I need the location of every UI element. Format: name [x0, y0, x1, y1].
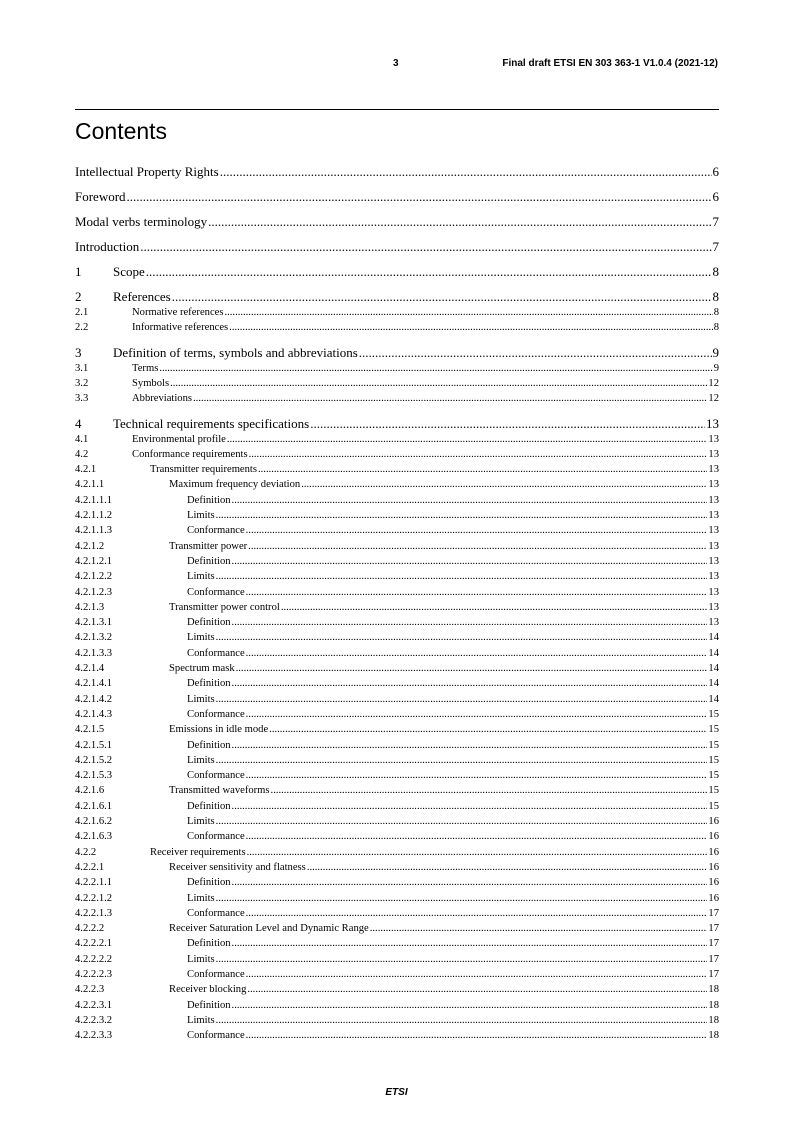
toc-entry-page: 16 [708, 892, 719, 904]
toc-entry-page: 9 [713, 362, 719, 374]
toc-entry-page: 13 [708, 555, 719, 567]
toc-entry[interactable] [75, 238, 719, 255]
toc-entry-number: 4.2.1.6.3 [75, 831, 113, 843]
toc-entry-number: 4.2.1.2.3 [75, 586, 113, 598]
toc-entry-page: 14 [708, 678, 719, 690]
toc-entry-title: Modal verbs terminology [75, 214, 208, 229]
toc-entry[interactable] [75, 1028, 719, 1043]
toc-entry[interactable] [75, 376, 719, 391]
toc-leader-dots [310, 415, 705, 432]
toc-entry-title: Conformance [187, 586, 245, 598]
toc-leader-dots [232, 676, 708, 691]
toc-entry-number: 4.2.2.1 [75, 861, 105, 873]
toc-entry[interactable] [75, 646, 719, 661]
toc-entry-title: Receiver Saturation Level and Dynamic Range [169, 923, 369, 935]
toc-entry-title: Transmitter power control [169, 601, 280, 613]
toc-leader-dots [246, 646, 708, 661]
toc-entry-title: Definition [187, 739, 231, 751]
toc-entry[interactable] [75, 891, 719, 906]
toc-entry-page: 13 [708, 601, 719, 613]
toc-entry-page: 12 [708, 393, 719, 405]
toc-entry[interactable] [75, 952, 719, 967]
toc-leader-dots [301, 477, 707, 492]
toc-leader-dots [172, 288, 712, 305]
toc-entry[interactable] [75, 344, 719, 361]
toc-entry-number: 4.2.1.6.1 [75, 800, 113, 812]
toc-entry-title: Conformance requirements [132, 448, 248, 460]
toc-entry[interactable] [75, 585, 719, 600]
toc-entry-page: 6 [712, 189, 719, 204]
toc-entry-page: 17 [708, 938, 719, 950]
toc-leader-dots [216, 891, 708, 906]
toc-entry[interactable] [75, 320, 719, 335]
toc-entry-title: Terms [132, 362, 159, 374]
toc-entry-title: Receiver blocking [169, 984, 247, 996]
toc-leader-dots [359, 344, 712, 361]
toc-entry-number: 4.2.1.1.2 [75, 510, 113, 521]
toc-leader-dots [370, 921, 708, 936]
toc-entry-page: 9 [712, 344, 719, 360]
toc-entry-number: 4.2.1.1.3 [75, 525, 113, 537]
toc-entry[interactable] [75, 447, 719, 462]
toc-leader-dots [232, 493, 708, 508]
toc-entry-title: Emissions in idle mode [169, 724, 269, 736]
toc-entry-title: Limits [187, 892, 215, 904]
toc-entry[interactable] [75, 753, 719, 768]
toc-leader-dots [246, 585, 708, 600]
toc-entry-page: 14 [708, 663, 719, 674]
toc-entry-number: 4 [75, 415, 82, 431]
toc-entry-number: 4.1 [75, 433, 89, 445]
toc-leader-dots [216, 569, 708, 584]
toc-entry-page: 17 [708, 953, 719, 965]
toc-entry-title: Receiver sensitivity and flatness [169, 861, 306, 873]
toc-entry[interactable] [75, 554, 719, 569]
toc-entry-title: Conformance [187, 1030, 245, 1042]
toc-leader-dots [208, 213, 711, 230]
toc-entry[interactable] [75, 768, 719, 783]
toc-entry-page: 18 [708, 999, 719, 1011]
toc-entry-page: 16 [708, 877, 719, 889]
toc-entry-number: 3.3 [75, 393, 89, 405]
toc-entry-title: Definition of terms, symbols and abbreviations [113, 344, 358, 360]
toc-entry[interactable] [75, 508, 719, 523]
toc-entry-title: Transmitter power [169, 540, 248, 552]
toc-entry-title: Definition [187, 494, 231, 506]
toc-entry-title: Intellectual Property Rights [75, 164, 219, 179]
toc-entry-title: Conformance [187, 525, 245, 537]
header-page-number: 3 [393, 58, 399, 69]
toc-entry-number: 3.2 [75, 377, 89, 389]
toc-entry-number: 4.2 [75, 448, 89, 460]
toc-entry-number: 4.2.1.2 [75, 540, 105, 552]
toc-entry-page: 14 [708, 632, 719, 644]
toc-entry-page: 14 [708, 647, 719, 659]
toc-entry-number: 1 [75, 264, 82, 279]
toc-entry-number: 4.2.1.4.3 [75, 708, 113, 720]
toc-leader-dots [307, 860, 708, 875]
toc-leader-dots [246, 707, 708, 722]
toc-leader-dots [246, 967, 708, 982]
toc-leader-dots [224, 305, 712, 320]
toc-entry-page: 6 [712, 164, 719, 179]
toc-entry-title: Scope [113, 264, 145, 279]
toc-entry-title: Transmitted waveforms [169, 785, 270, 797]
toc-entry-page: 13 [708, 540, 719, 552]
toc-entry-title: Limits [187, 953, 215, 965]
toc-entry-page: 8 [713, 307, 719, 318]
toc-entry-page: 15 [708, 724, 719, 736]
toc-entry-number: 4.2.1 [75, 464, 97, 476]
toc-entry[interactable] [75, 163, 719, 180]
toc-leader-dots [246, 1028, 708, 1043]
toc-entry-page: 13 [708, 571, 719, 583]
toc-entry-page: 13 [706, 415, 719, 431]
toc-leader-dots [258, 462, 707, 477]
toc-leader-dots [232, 998, 708, 1013]
toc-entry[interactable] [75, 288, 719, 305]
toc-leader-dots [216, 814, 708, 829]
toc-entry[interactable] [75, 263, 719, 280]
toc-leader-dots [247, 845, 708, 860]
toc-entry-page: 12 [708, 377, 719, 389]
toc-entry-number: 4.2.2.1.1 [75, 877, 113, 889]
toc-leader-dots [170, 376, 707, 391]
toc-entry-number: 2.1 [75, 307, 89, 318]
toc-leader-dots [232, 738, 708, 753]
toc-entry[interactable] [75, 477, 719, 492]
toc-entry[interactable] [75, 967, 719, 982]
toc-leader-dots [248, 539, 707, 554]
toc-entry-number: 4.2.2.1.3 [75, 907, 113, 919]
toc-entry-page: 13 [708, 617, 719, 629]
toc-entry-number: 4.2.1.3.1 [75, 617, 113, 629]
toc-entry-number: 4.2.1.1.1 [75, 494, 113, 506]
toc-entry-title: Symbols [132, 377, 170, 389]
toc-entry-number: 4.2.2.3.1 [75, 999, 113, 1011]
toc-entry-number: 4.2.1.4.1 [75, 678, 113, 690]
toc-leader-dots [216, 753, 708, 768]
toc-leader-dots [269, 722, 707, 737]
toc-entry-page: 13 [708, 433, 719, 445]
toc-leader-dots [232, 615, 708, 630]
toc-entry[interactable] [75, 829, 719, 844]
toc-entry-number: 4.2.1.3 [75, 601, 105, 613]
toc-entry[interactable] [75, 600, 719, 615]
toc-entry-number: 4.2.1.3.2 [75, 632, 113, 644]
toc-leader-dots [247, 982, 707, 997]
toc-entry[interactable] [75, 936, 719, 951]
toc-leader-dots [232, 554, 708, 569]
toc-entry-page: 15 [708, 739, 719, 751]
toc-entry[interactable] [75, 569, 719, 584]
toc-entry-title: Foreword [75, 189, 126, 204]
toc-leader-dots [232, 875, 708, 890]
toc-entry-page: 18 [708, 984, 719, 996]
toc-leader-dots [216, 630, 708, 645]
toc-entry-number: 4.2.1.6 [75, 785, 105, 797]
toc-entry-title: Conformance [187, 647, 245, 659]
toc-entry-number: 3.1 [75, 362, 89, 374]
toc-entry[interactable] [75, 676, 719, 691]
toc-entry-number: 4.2.1.4.2 [75, 693, 113, 705]
toc-entry[interactable] [75, 391, 719, 406]
header-document-id: Final draft ETSI EN 303 363-1 V1.0.4 (2021-12) [502, 58, 718, 69]
toc-entry[interactable] [75, 814, 719, 829]
toc-entry[interactable] [75, 692, 719, 707]
toc-entry-page: 18 [708, 1014, 719, 1026]
toc-entry-number: 4.2.1.6.2 [75, 816, 113, 827]
toc-leader-dots [216, 1013, 708, 1028]
toc-entry-page: 15 [708, 785, 719, 797]
toc-entry-number: 4.2.1.5 [75, 724, 105, 736]
toc-entry-number: 4.2.1.2.2 [75, 571, 113, 583]
toc-entry-page: 13 [708, 494, 719, 506]
toc-entry-title: Limits [187, 571, 215, 583]
toc-entry-page: 16 [708, 861, 719, 873]
toc-entry[interactable] [75, 998, 719, 1013]
toc-entry-title: Limits [187, 754, 215, 766]
toc-entry-page: 8 [713, 322, 719, 334]
toc-entry-page: 13 [708, 448, 719, 460]
toc-entry[interactable] [75, 860, 719, 875]
toc-entry-number: 4.2.1.4 [75, 663, 105, 674]
toc-entry-title: Definition [187, 877, 231, 889]
toc-entry[interactable] [75, 661, 719, 676]
header-divider [75, 109, 719, 110]
toc-entry-page: 15 [708, 800, 719, 812]
page-title: Contents [75, 118, 168, 144]
toc-entry-title: Limits [187, 693, 215, 705]
toc-leader-dots [193, 391, 707, 406]
toc-entry-page: 16 [708, 816, 719, 827]
toc-entry[interactable] [75, 615, 719, 630]
toc-entry-title: Conformance [187, 770, 245, 782]
toc-entry[interactable] [75, 462, 719, 477]
toc-entry-page: 17 [708, 907, 719, 919]
toc-entry-number: 3 [75, 344, 82, 360]
toc-leader-dots [220, 163, 712, 180]
toc-entry-number: 4.2.2.1.2 [75, 892, 113, 904]
toc-entry[interactable] [75, 1013, 719, 1028]
toc-entry[interactable] [75, 213, 719, 230]
toc-leader-dots [232, 799, 708, 814]
toc-entry-page: 13 [708, 464, 719, 476]
toc-entry[interactable] [75, 188, 719, 205]
toc-entry-number: 4.2.2.2.1 [75, 938, 113, 950]
toc-entry[interactable] [75, 493, 719, 508]
toc-entry-page: 13 [708, 479, 719, 491]
toc-entry-title: Limits [187, 1014, 215, 1026]
toc-entry-title: Transmitter requirements [150, 464, 257, 476]
toc-entry-number: 4.2.1.1 [75, 479, 105, 491]
toc-entry-page: 8 [712, 289, 719, 304]
toc-entry[interactable] [75, 799, 719, 814]
toc-entry-page: 16 [708, 831, 719, 843]
toc-entry[interactable] [75, 432, 719, 447]
toc-entry[interactable] [75, 361, 719, 376]
toc-entry-title: Technical requirements specifications [113, 415, 310, 431]
toc-entry-number: 4.2.2.2.3 [75, 969, 113, 980]
toc-entry-title: Introduction [75, 239, 140, 254]
toc-entry-number: 4.2.2.3 [75, 984, 105, 996]
toc-entry[interactable] [75, 845, 719, 860]
toc-entry-title: Conformance [187, 907, 245, 919]
toc-entry-title: Definition [187, 617, 231, 629]
toc-leader-dots [249, 447, 708, 462]
toc-entry-page: 8 [712, 264, 719, 279]
toc-entry-title: Abbreviations [132, 393, 193, 405]
toc-entry-page: 13 [708, 586, 719, 598]
toc-leader-dots [227, 432, 708, 447]
toc-leader-dots [229, 320, 713, 335]
footer-publisher: ETSI [385, 1087, 408, 1098]
toc-leader-dots [232, 936, 708, 951]
toc-entry-page: 14 [708, 693, 719, 705]
toc-entry-page: 15 [708, 708, 719, 720]
toc-entry-number: 4.2.1.5.1 [75, 739, 113, 751]
toc-leader-dots [281, 600, 708, 615]
toc-entry-title: Definition [187, 999, 231, 1011]
toc-leader-dots [246, 768, 708, 783]
toc-entry-title: Definition [187, 555, 231, 567]
toc-entry[interactable] [75, 722, 719, 737]
toc-entry[interactable] [75, 921, 719, 936]
toc-entry-number: 4.2.2.2.2 [75, 953, 113, 965]
toc-entry-page: 17 [708, 969, 719, 980]
toc-entry-page: 16 [708, 846, 719, 858]
toc-entry-title: Normative references [132, 307, 224, 318]
toc-entry-number: 4.2.1.5.3 [75, 770, 113, 782]
toc-leader-dots [216, 952, 708, 967]
toc-entry-number: 4.2.1.3.3 [75, 647, 113, 659]
toc-entry-title: Informative references [132, 322, 229, 334]
toc-entry-page: 7 [712, 239, 719, 254]
toc-entry-page: 15 [708, 770, 719, 782]
toc-entry-number: 4.2.1.5.2 [75, 754, 113, 766]
toc-entry-title: Definition [187, 678, 231, 690]
toc-leader-dots [159, 361, 712, 376]
toc-entry-title: Receiver requirements [150, 846, 246, 858]
toc-entry-title: Conformance [187, 969, 245, 980]
toc-entry-number: 4.2.2.3.2 [75, 1014, 113, 1026]
toc-leader-dots [140, 238, 711, 255]
toc-leader-dots [236, 661, 708, 676]
toc-entry-number: 2 [75, 289, 82, 304]
toc-entry-number: 2.2 [75, 322, 89, 334]
toc-entry[interactable] [75, 783, 719, 798]
toc-entry-page: 15 [708, 754, 719, 766]
toc-entry-number: 4.2.2.3.3 [75, 1030, 113, 1042]
toc-entry[interactable] [75, 906, 719, 921]
toc-entry-page: 18 [708, 1030, 719, 1042]
toc-entry-page: 7 [712, 214, 719, 229]
toc-entry-number: 4.2.2.2 [75, 923, 105, 935]
toc-entry-number: 4.2.1.2.1 [75, 555, 113, 567]
toc-entry[interactable] [75, 523, 719, 538]
toc-leader-dots [246, 906, 708, 921]
toc-entry[interactable] [75, 875, 719, 890]
toc-leader-dots [246, 829, 708, 844]
toc-leader-dots [216, 692, 708, 707]
toc-entry-number: 4.2.2 [75, 846, 97, 858]
toc-entry-title: Limits [187, 510, 215, 521]
toc-leader-dots [216, 508, 708, 523]
toc-entry-title: References [113, 289, 171, 304]
toc-entry[interactable] [75, 415, 719, 432]
toc-entry[interactable] [75, 630, 719, 645]
toc-entry-title: Limits [187, 816, 215, 827]
toc-leader-dots [246, 523, 708, 538]
toc-entry-page: 17 [708, 923, 719, 935]
toc-entry-title: Definition [187, 938, 231, 950]
toc-entry[interactable] [75, 539, 719, 554]
toc-entry-title: Spectrum mask [169, 663, 235, 674]
toc-entry-title: Conformance [187, 831, 245, 843]
toc-entry-title: Definition [187, 800, 231, 812]
toc-entry[interactable] [75, 738, 719, 753]
toc-leader-dots [127, 188, 712, 205]
toc-entry-page: 13 [708, 525, 719, 537]
toc-entry-title: Limits [187, 632, 215, 644]
toc-entry-page: 13 [708, 510, 719, 521]
toc-leader-dots [271, 783, 708, 798]
toc-entry[interactable] [75, 707, 719, 722]
toc-entry[interactable] [75, 305, 719, 320]
toc-entry-title: Environmental profile [132, 433, 226, 445]
toc-leader-dots [146, 263, 712, 280]
toc-entry[interactable] [75, 982, 719, 997]
toc-entry-title: Conformance [187, 708, 245, 720]
toc-entry-title: Maximum frequency deviation [169, 479, 301, 491]
